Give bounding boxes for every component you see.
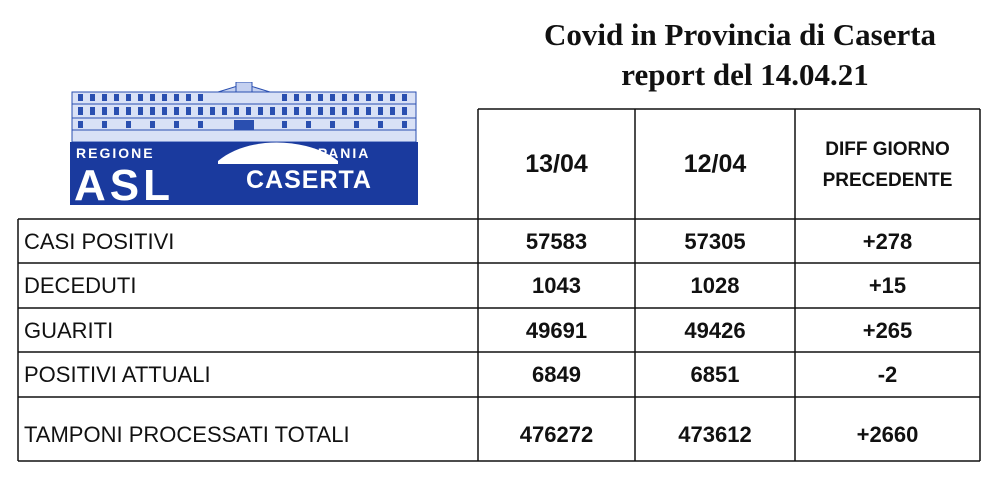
column-header-diff	[795, 110, 980, 219]
cell-deceduti-13-04: 1043	[532, 273, 581, 298]
column-header-diff-line1: DIFF GIORNO	[825, 138, 950, 160]
cell-tamponi-12-04: 473612	[678, 422, 752, 447]
cell-guariti-12-04: 49426	[684, 317, 746, 343]
cell-deceduti-diff: +15	[868, 273, 907, 298]
cell-tamponi-diff: +2660	[856, 422, 919, 447]
row-label-guariti: GUARITI	[24, 317, 114, 343]
cell-casi-positivi-13-04: 57583	[525, 228, 588, 254]
row-label-deceduti: DECEDUTI	[24, 273, 137, 298]
cell-guariti-13-04: 49691	[525, 317, 588, 343]
cell-casi-positivi-diff: +278	[862, 228, 913, 254]
report-title: Covid in Provincia di Caserta	[543, 17, 937, 52]
cell-casi-positivi-12-04: 57305	[684, 228, 746, 254]
row-label-casi-positivi: CASI POSITIVI	[24, 228, 175, 254]
column-header-diff-line2: PRECEDENTE	[822, 169, 953, 191]
logo-asl-text: ASL	[74, 161, 174, 207]
column-header-13-04: 13/04	[525, 150, 588, 178]
cell-positivi-attuali-12-04: 6851	[690, 362, 740, 387]
cell-positivi-attuali-diff: -2	[877, 362, 898, 387]
cell-tamponi-13-04: 476272	[519, 422, 594, 447]
row-label-tamponi: TAMPONI PROCESSATI TOTALI	[24, 422, 350, 447]
palace-illustration	[72, 82, 416, 142]
report-date: report del 14.04.21	[621, 57, 869, 92]
cell-deceduti-12-04: 1028	[690, 273, 740, 298]
row-label-positivi-attuali: POSITIVI ATTUALI	[24, 362, 211, 387]
column-header-12-04: 12/04	[683, 150, 747, 178]
cell-positivi-attuali-13-04: 6849	[532, 362, 581, 387]
logo-region-left: REGIONE	[76, 145, 155, 161]
logo-region-right: CAMPANIA	[280, 145, 371, 161]
logo-city-text: CASERTA	[246, 166, 372, 194]
asl-caserta-logo	[68, 82, 420, 207]
cell-guariti-diff: +265	[862, 317, 913, 343]
